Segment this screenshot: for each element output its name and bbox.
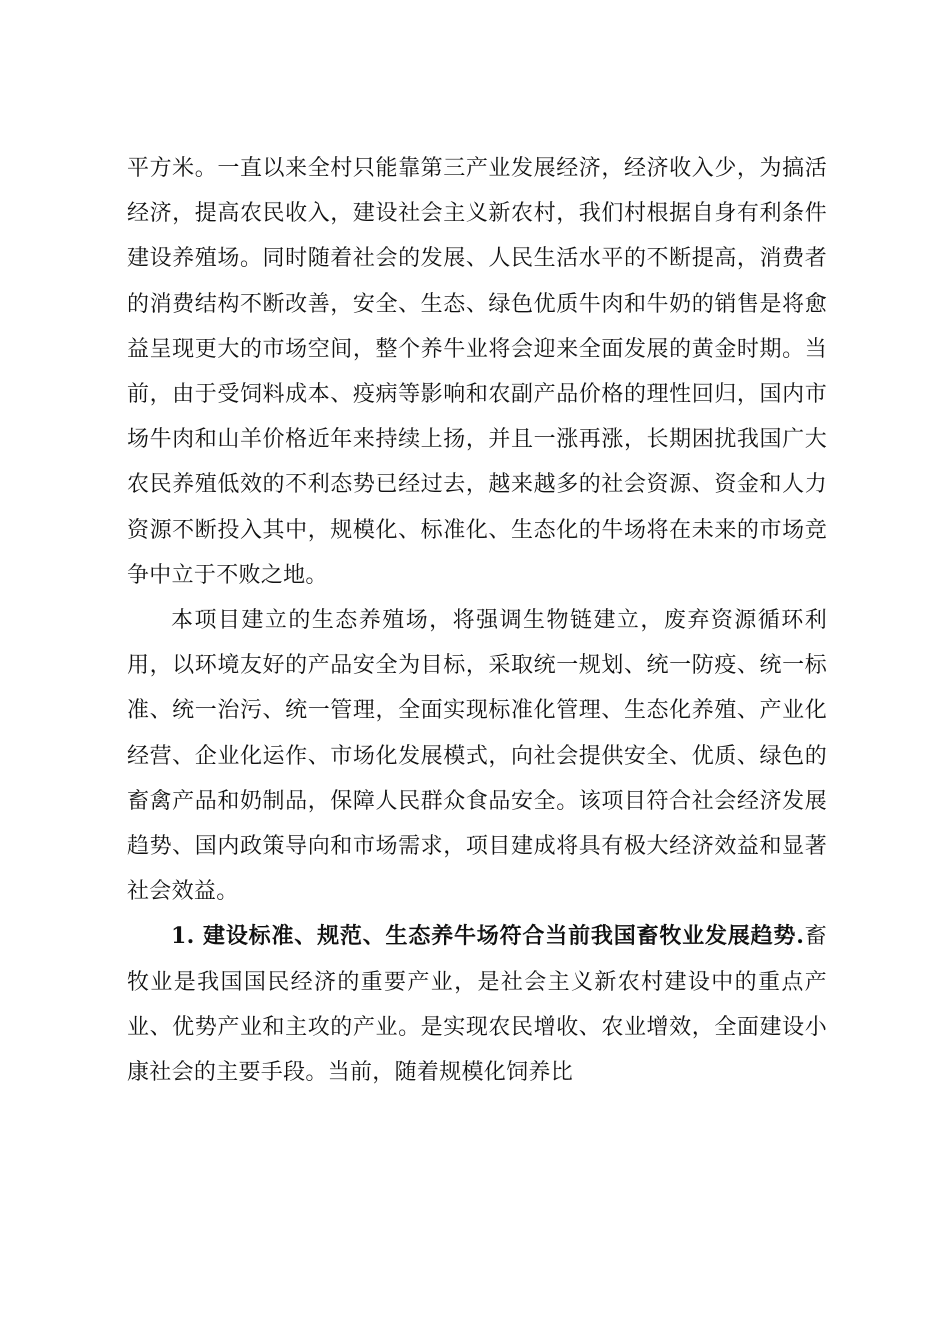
section-heading: 1. 建设标准、规范、生态养牛场符合当前我国畜牧业发展趋势. xyxy=(171,923,805,950)
paragraph-project-description: 本项目建立的生态养殖场，将强调生物链建立，废弃资源循环利用，以环境友好的产品安全为目标，采取统一规划、统一防疫、统一标准、统一治污、统一管理，全面实现标准化管理、生态化养殖、产业化经营、企业化运作、市场化发展模式，向社会提供安全、优质、绿色的畜禽产品和奶制品，保障人民群众食品安全。该项目符合社会经济发展趋势、国内政策导向和市场需求，项目建成将具有极大经济效益和显著社会效益。 xyxy=(127,608,827,905)
paragraph-continuation: 平方米。一直以来全村只能靠第三产业发展经济，经济收入少，为搞活经济，提高农民收入，建设社会主义新农村，我们村根据自身有利条件建设养殖场。同时随着社会的发展、人民生活水平的不断提高，消费者的消费结构不断改善，安全、生态、绿色优质牛肉和牛奶的销售是将愈益呈现更大的市场空间，整个养牛业将会迎来全面发展的黄金时期。当前，由于受饲料成本、疫病等影响和农副产品价格的理性回归，国内市场牛肉和山羊价格近年来持续上扬，并且一涨再涨，长期困扰我国广大农民养殖低效的不利态势已经过去，越来越多的社会资源、资金和人力资源不断投入其中，规模化、标准化、生态化的牛场将在未来的市场竞争中立于不败之地。 xyxy=(127,156,827,588)
section-body-text: 畜牧业是我国国民经济的重要产业，是社会主义新农村建设中的重点产业、优势产业和主攻的产业。是实现农民增收、农业增效，全面建设小康社会的主要手段。当前，随着规模化饲养比 xyxy=(127,924,827,1086)
paragraph-section-1 xyxy=(127,914,827,1095)
document-body xyxy=(127,146,827,1095)
